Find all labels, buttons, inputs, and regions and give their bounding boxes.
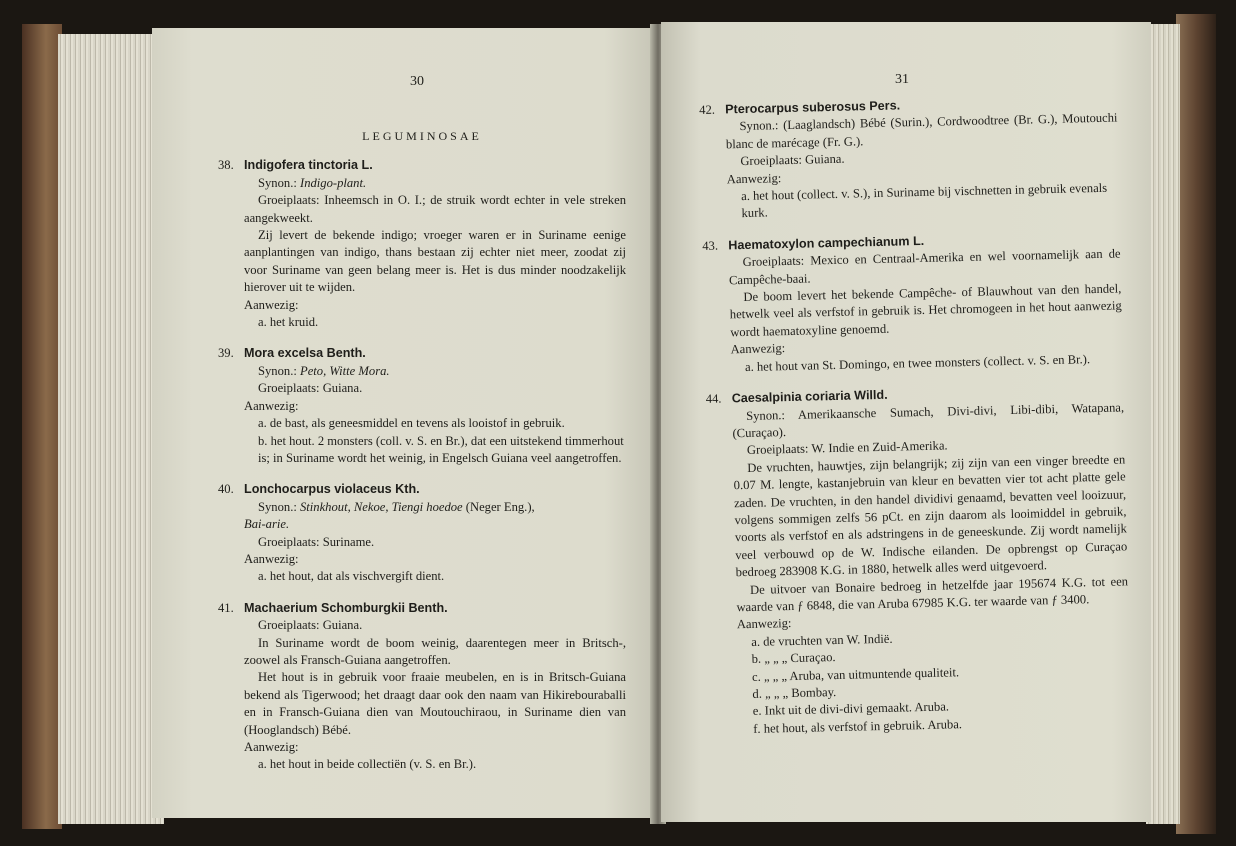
section-heading: LEGUMINOSAE	[362, 129, 482, 143]
aanwezig-label: Aanwezig:	[244, 297, 299, 312]
aanwezig-label: Aanwezig:	[244, 551, 299, 566]
right-page-content	[699, 93, 1132, 754]
paragraph: Groeiplaats: Guiana.	[740, 151, 845, 169]
list-item: a. het hout, dat als vischvergift dient.	[258, 569, 445, 584]
synonym-continuation: Bai-arie.	[244, 517, 290, 532]
book-cover-right	[1176, 14, 1216, 834]
page-number-left: 30	[410, 74, 424, 89]
entry-title: 43. Haematoxylon campechianum L.	[702, 233, 925, 253]
aanwezig-label: Aanwezig:	[244, 740, 299, 754]
paragraph: De vruchten, hauwtjes, zijn belangrijk; zij zijn van een vinger breedte en 0.07 M. lengte, kastanjebruin van kleur en bevatten vier tot acht platte gele zaden. De vruchten, in den handel dividivi genaamd, bevatten veel looizuur, volgens sommigen zelfs 56 pCt. en zijn daarom als looimiddel in gebruik, voorts als verfstof en als adstringens in de geneeskunde. Zij wordt namelijk veel verbouwd op de W. Indische eilanden. De opbrengst op Curaçao bedroeg 283908 K.G. in 1880, hetwelk alles werd uitgevoerd.	[733, 452, 1128, 580]
page-edges-left	[58, 34, 164, 824]
book-cover-left	[22, 24, 62, 829]
entry-title: 38. Indigofera tinctoria L.	[218, 158, 373, 173]
paragraph: In Suriname wordt de boom weinig, daarentegen meer in Britsch-, zoowel als Fransch-Guiana aangetroffen.	[244, 635, 626, 667]
list-item: a. het kruid.	[258, 315, 319, 330]
page-edges-right	[1146, 24, 1180, 824]
synonym-line: Synon.: Stinkhout, Nekoe, Tiengi hoedoe (Neger Eng.),	[258, 499, 535, 514]
paragraph: Groeiplaats: Guiana.	[258, 381, 363, 396]
list-item: a. het hout (collect. v. S.), in Suriname bij vischnetten in gebruik evenals kurk.	[740, 180, 1108, 221]
entry-title: 44. Caesalpinia coriaria Willd.	[705, 387, 888, 407]
entry-title: 41. Machaerium Schomburgkii Benth.	[218, 600, 448, 615]
left-page	[152, 28, 655, 818]
synonym-line: Synon.: Peto, Witte Mora.	[258, 363, 390, 378]
paragraph: Groeiplaats: W. Indie en Zuid-Amerika.	[746, 438, 948, 458]
right-page	[661, 22, 1151, 822]
entry-41	[218, 600, 626, 774]
entry-title: 42. Pterocarpus suberosus Pers.	[699, 98, 901, 117]
paragraph: De boom levert het bekende Campêche- of Blauwhout van den handel, hetwelk veel als verfstof in gebruik is. Het chromogeen in het hout aanwezig wordt haematoxyline genoemd.	[729, 281, 1122, 340]
paragraph: Groeiplaats: Guiana.	[258, 618, 363, 633]
entry-39	[218, 345, 626, 467]
list-item: b. „ „ „ Curaçao.	[751, 650, 836, 667]
paragraph: Het hout is in gebruik voor fraaie meubelen, en is in Britsch-Guiana bekend als Tigerwood; het draagt daar ook den naam van Hikirebouraballi en in Fransch-Guiana dien van Moutouchiraou, in Suriname dien van (Hooglandsch) Bébé.	[244, 670, 626, 737]
synonym-line: Synon.: (Laaglandsch) Bébé (Surin.), Cordwoodtree (Br. G.), Moutouchi blanc de marécage (Fr. G.).	[725, 110, 1118, 152]
list-item: e. Inkt uit de divi-divi gemaakt. Aruba.	[752, 699, 950, 719]
list-item: c. „ „ „ Aruba, van uitmuntende qualiteit.	[751, 664, 960, 684]
paragraph: Zij levert de bekende indigo; vroeger waren er in Suriname eenige aanplantingen van indigo, thans bestaan zij echter niet meer, zoodat zij voor Suriname van geen belang meer is. Het is dus minder noodzakelijk hierover uit te wijden.	[244, 228, 626, 295]
paragraph: Groeiplaats: Suriname.	[258, 534, 375, 549]
list-item: a. de vruchten van W. Indië.	[751, 631, 893, 649]
list-item: a. het hout van St. Domingo, en twee monsters (collect. v. S. en Br.).	[744, 351, 1091, 374]
aanwezig-label: Aanwezig:	[726, 170, 782, 187]
aanwezig-label: Aanwezig:	[730, 341, 786, 357]
entry-title: 39. Mora excelsa Benth.	[218, 346, 366, 361]
list-item: a. het hout in beide collectiën (v. S. en Br.).	[258, 757, 477, 772]
synonym-line: Synon.: Amerikaansche Sumach, Divi-divi, Libi-dibi, Watapana, (Curaçao).	[732, 399, 1125, 441]
left-page-content	[218, 128, 626, 788]
entry-44	[706, 382, 1132, 740]
aanwezig-label: Aanwezig:	[736, 616, 792, 632]
paragraph: De uitvoer van Bonaire bedroeg in hetzelfde jaar 195674 K.G. tot een waarde van ƒ 6848, die van Aruba 67985 K.G. ter waarde van ƒ 3400.	[736, 573, 1129, 615]
entry-38	[218, 157, 626, 331]
synonym-line: Synon.: Indigo-plant.	[258, 175, 367, 190]
aanwezig-label: Aanwezig:	[244, 398, 299, 413]
entry-title: 40. Lonchocarpus violaceus Kth.	[218, 482, 420, 497]
paragraph: Groeiplaats: Mexico en Centraal-Amerika en wel voornamelijk aan de Campêche-baai.	[728, 246, 1121, 288]
list-item: d. „ „ „ Bombay.	[752, 685, 837, 701]
entry-42	[699, 93, 1120, 224]
list-item: f. het hout, als verfstof in gebruik. Aruba.	[753, 717, 963, 736]
list-item: b. het hout. 2 monsters (coll. v. S. en Br.), dat een uitstekend timmerhout is; in Suriname wordt het weinig, in Engelsch Guiana veel aangetroffen.	[258, 433, 624, 465]
paragraph: Groeiplaats: Inheemsch in O. I.; de struik wordt echter in vele streken aangekweekt.	[244, 193, 626, 225]
entry-40	[218, 481, 626, 585]
page-number-right: 31	[895, 72, 909, 87]
entry-43	[702, 228, 1123, 377]
list-item: a. de bast, als geneesmiddel en tevens als looistof in gebruik.	[258, 416, 565, 431]
